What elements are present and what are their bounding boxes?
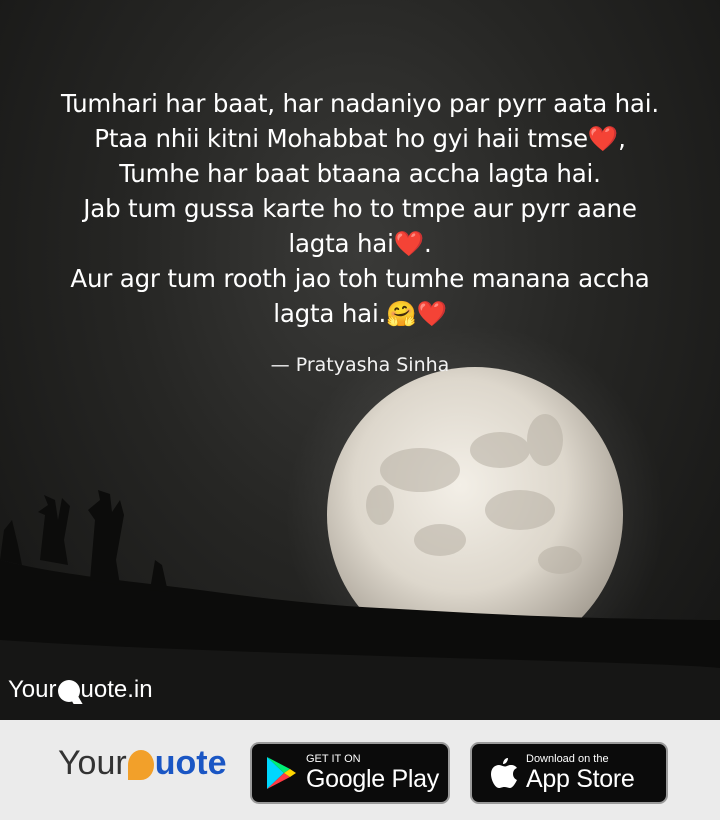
app-store-button[interactable]: [470, 742, 668, 804]
yourquote-logo[interactable]: [58, 744, 226, 783]
google-play-button[interactable]: [250, 742, 450, 804]
app-store-small: Download on the: [526, 753, 609, 765]
app-footer: [0, 720, 720, 820]
google-play-small: GET IT ON: [306, 753, 361, 765]
google-play-icon: [264, 755, 298, 791]
apple-icon: [490, 756, 518, 790]
quote-text: Tumhari har baat, har nadaniyo par pyrr aata hai. Ptaa nhii kitni Mohabbat ho gyi haii tmse❤️, Tumhe har baat btaana accha lagta hai. Jab tum gussa karte ho to tmpe aur pyrr aane lagta hai❤️. Aur agr tum rooth jao toh tumhe manana accha lagta hai.🤗❤️: [61, 89, 659, 328]
quote-mark-icon: [128, 750, 154, 780]
brand-uote: uote: [154, 744, 227, 782]
quote-bubble-icon: [58, 680, 80, 702]
yourquote-watermark: [8, 676, 153, 704]
app-store-label: App Store: [526, 765, 635, 793]
google-play-label: Google Play: [306, 765, 439, 793]
brand-your: Your: [58, 744, 127, 782]
watermark-domain: uote.in: [80, 676, 153, 703]
watermark-your: Your: [8, 676, 57, 703]
quote-author: — Pratyasha Sinha: [270, 354, 450, 376]
